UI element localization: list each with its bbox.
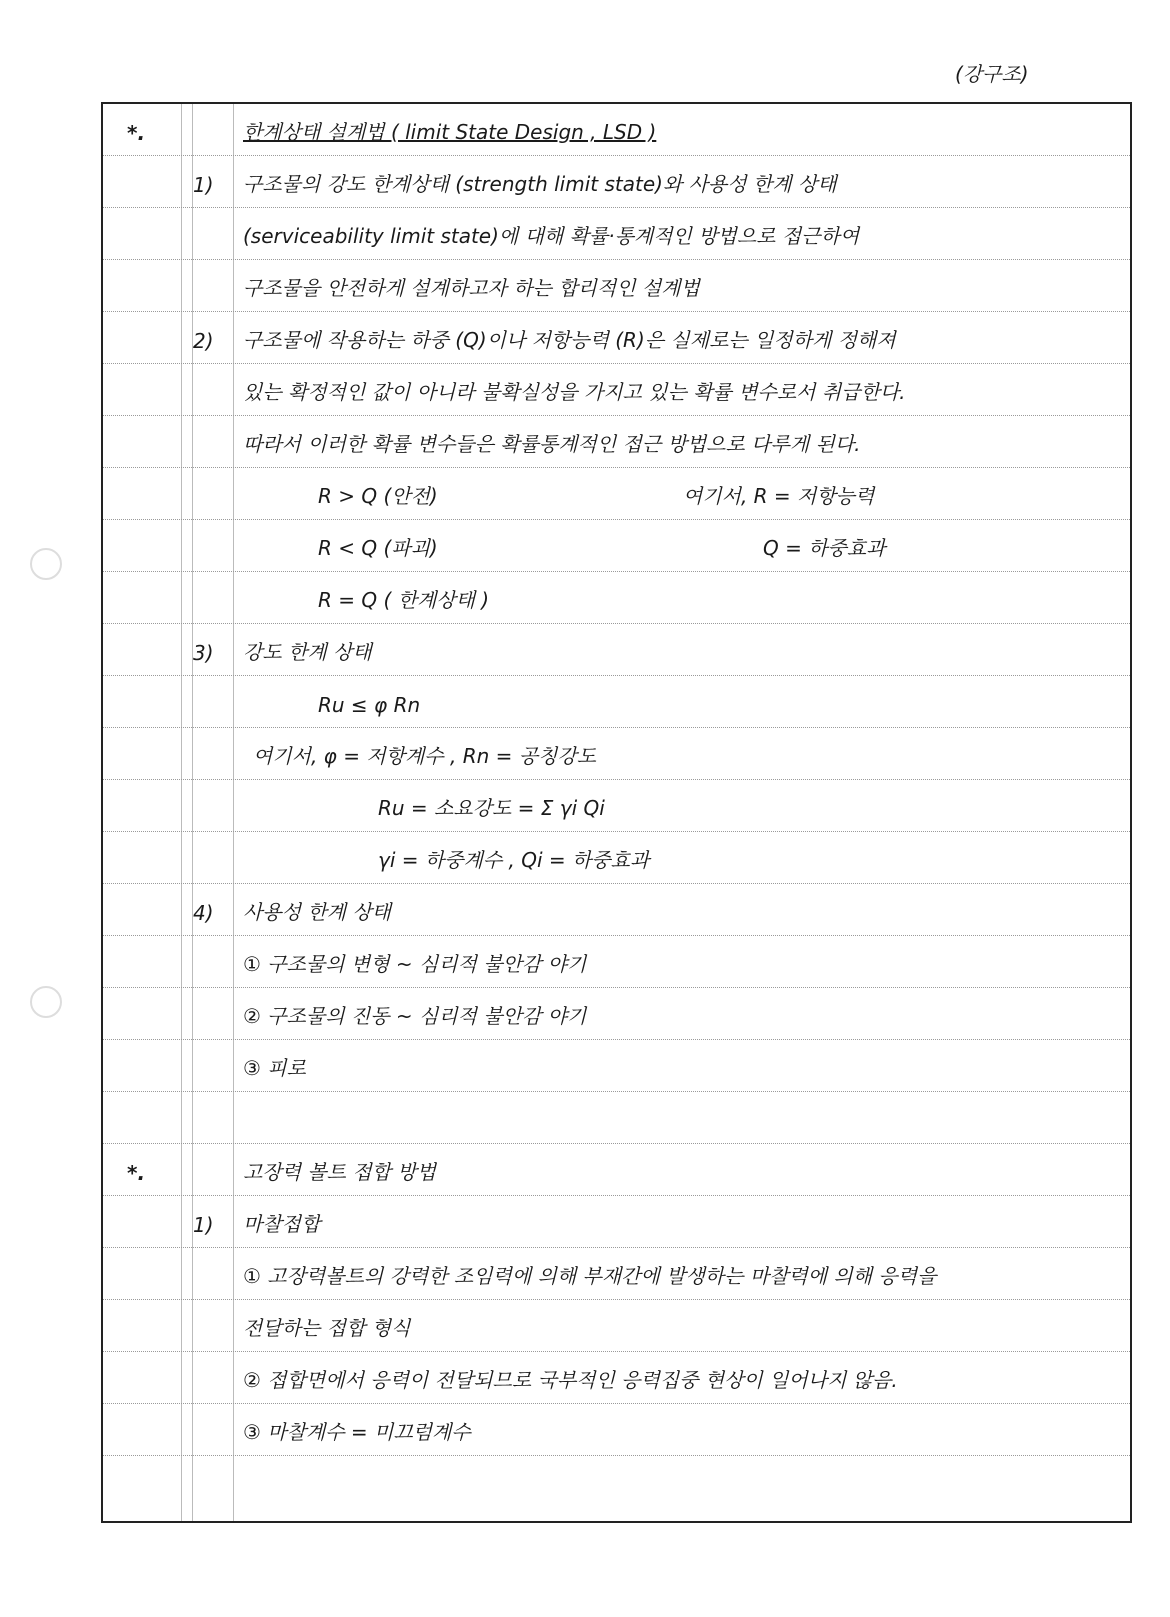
row-text: 사용성 한계 상태 — [243, 900, 391, 924]
equation: γi = 하중계수 , Qi = 하중효과 — [378, 848, 650, 872]
heading-row — [103, 104, 1130, 156]
row-text: 있는 확정적인 값이 아니라 불확실성을 가지고 있는 확률 변수로서 취급한다. — [243, 380, 906, 404]
text-row — [103, 312, 1130, 364]
equation-row — [103, 832, 1130, 884]
row-text: 마찰접합 — [243, 1212, 321, 1236]
row-text: ② 접합면에서 응력이 전달되므로 국부적인 응력집중 현상이 일어나지 않음. — [243, 1368, 898, 1392]
heading-row — [103, 1144, 1130, 1196]
equation-row — [103, 520, 1130, 572]
text-row — [103, 1040, 1130, 1092]
page-tag: (강구조) — [955, 62, 1029, 86]
section-title: 고장력 볼트 접합 방법 — [243, 1160, 436, 1184]
item-number: 1) — [193, 173, 214, 197]
equation: R > Q (안전) — [318, 484, 438, 508]
text-row — [103, 936, 1130, 988]
equation-note: 여기서, R = 저항능력 — [683, 484, 875, 508]
row-text: (serviceability limit state)에 대해 확률·통계적인 방법으로 접근하여 — [243, 224, 860, 248]
equation-row — [103, 676, 1130, 728]
equation: Ru = 소요강도 = Σ γi Qi — [378, 796, 605, 820]
row-text: ① 구조물의 변형 ~ 심리적 불안감 야기 — [243, 952, 587, 976]
row-text: ② 구조물의 진동 ~ 심리적 불안감 야기 — [243, 1004, 587, 1028]
equation-note: Q = 하중효과 — [763, 536, 886, 560]
text-row — [103, 884, 1130, 936]
equation: Ru ≤ φ Rn — [318, 693, 421, 717]
bullet-star: *. — [127, 121, 146, 145]
row-text: 구조물에 작용하는 하중 (Q)이나 저항능력 (R)은 실제로는 일정하게 정해져 — [243, 328, 896, 352]
row-text: 따라서 이러한 확률 변수들은 확률통계적인 접근 방법으로 다루게 된다. — [243, 432, 861, 456]
row-text: ③ 마찰계수 = 미끄럼계수 — [243, 1420, 471, 1444]
text-row — [103, 208, 1130, 260]
punch-hole-bottom — [30, 986, 62, 1018]
text-row — [103, 364, 1130, 416]
equation: R < Q (파괴) — [318, 536, 438, 560]
row-text: ③ 피로 — [243, 1056, 306, 1080]
text-row — [103, 1248, 1130, 1300]
equation-row — [103, 728, 1130, 780]
item-number: 3) — [193, 641, 214, 665]
section-title: 한계상태 설계법 ( limit State Design , LSD ) — [243, 120, 657, 144]
text-row — [103, 156, 1130, 208]
text-row — [103, 1196, 1130, 1248]
equation-row — [103, 468, 1130, 520]
text-row — [103, 1404, 1130, 1456]
bullet-star: *. — [127, 1161, 146, 1185]
notebook-frame — [101, 102, 1132, 1523]
text-row — [103, 1352, 1130, 1404]
text-row — [103, 1300, 1130, 1352]
equation-row — [103, 780, 1130, 832]
text-row — [103, 988, 1130, 1040]
equation: 여기서, φ = 저항계수 , Rn = 공칭강도 — [253, 744, 597, 768]
blank-row — [103, 1092, 1130, 1144]
row-text: 구조물을 안전하게 설계하고자 하는 합리적인 설계법 — [243, 276, 700, 300]
text-row — [103, 416, 1130, 468]
equation: R = Q ( 한계상태 ) — [318, 588, 490, 612]
item-number: 1) — [193, 1213, 214, 1237]
equation-row — [103, 572, 1130, 624]
text-row — [103, 624, 1130, 676]
row-text: 전달하는 접합 형식 — [243, 1316, 411, 1340]
row-text: 강도 한계 상태 — [243, 640, 372, 664]
item-number: 4) — [193, 901, 214, 925]
row-text: 구조물의 강도 한계상태 (strength limit state)와 사용성 한계 상태 — [243, 172, 837, 196]
text-row — [103, 260, 1130, 312]
item-number: 2) — [193, 329, 214, 353]
punch-hole-top — [30, 548, 62, 580]
row-text: ① 고장력볼트의 강력한 조임력에 의해 부재간에 발생하는 마찰력에 의해 응력을 — [243, 1264, 937, 1288]
